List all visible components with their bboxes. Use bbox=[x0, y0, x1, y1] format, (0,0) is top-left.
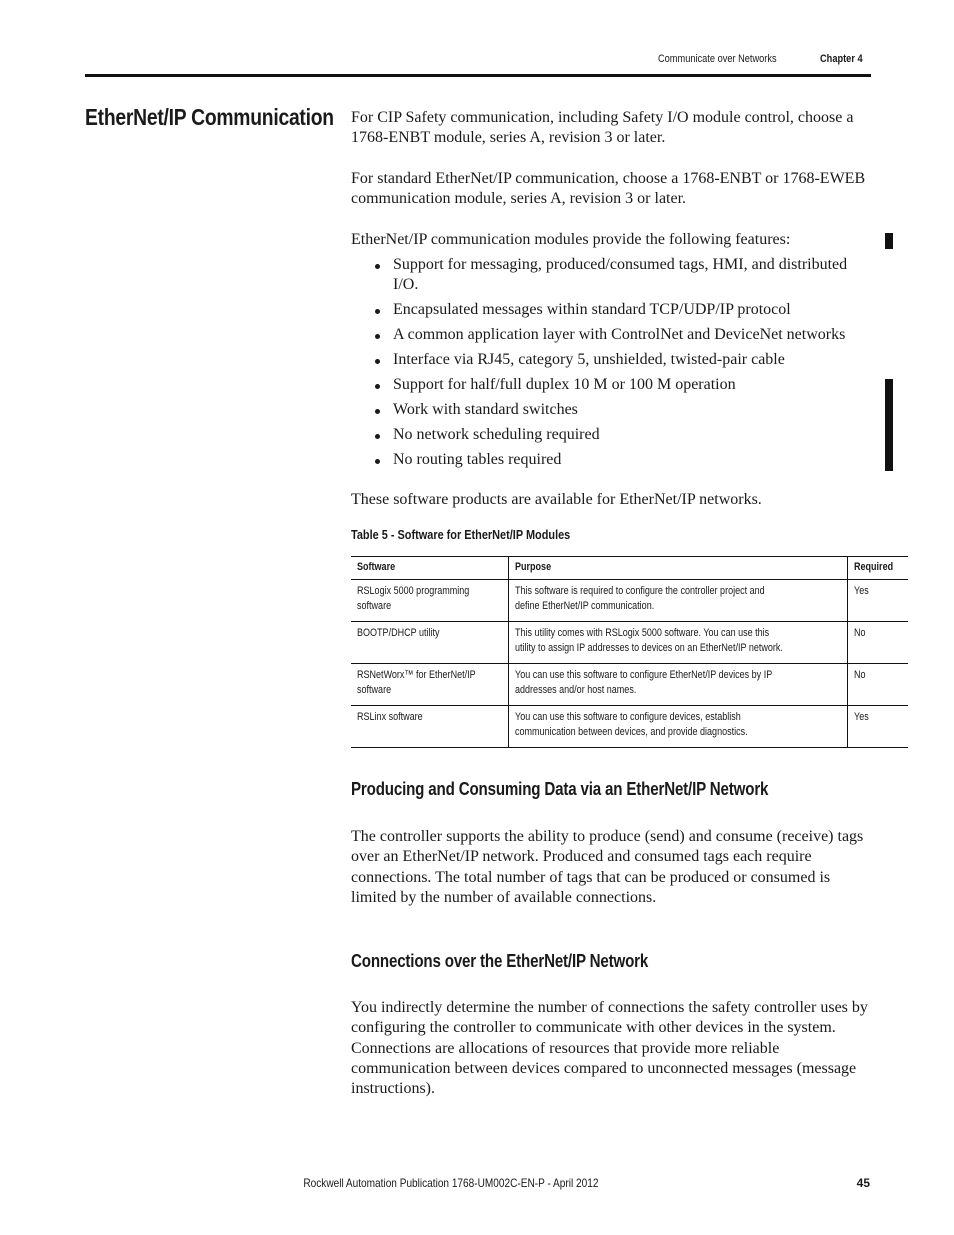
section-heading-text: Producing and Consuming Data via an EtherNet/IP Network bbox=[351, 779, 769, 799]
page-header bbox=[658, 53, 871, 65]
change-bar bbox=[885, 379, 893, 471]
cell-purpose: You can use this software to configure EtherNet/IP devices by IP addresses and/or host names. bbox=[508, 664, 848, 706]
list-item: Encapsulated messages within standard TCP/UDP/IP protocol bbox=[373, 300, 868, 320]
cell-purpose: This utility comes with RSLogix 5000 software. You can use this utility to assign IP addresses to devices on an EtherNet/IP network. bbox=[508, 622, 848, 664]
cell-software: BOOTP/DHCP utility bbox=[351, 622, 508, 664]
page-title-text: EtherNet/IP Communication bbox=[85, 104, 334, 130]
list-item: Interface via RJ45, category 5, unshielded, twisted-pair cable bbox=[373, 350, 868, 370]
cell-software: RSLinx software bbox=[351, 706, 508, 748]
table-row bbox=[351, 664, 908, 706]
header-rule bbox=[85, 74, 871, 77]
table-row bbox=[351, 706, 908, 748]
list-item: Work with standard switches bbox=[373, 400, 868, 420]
section-heading-producing-consuming bbox=[351, 779, 848, 800]
cell-required: No bbox=[848, 664, 908, 706]
paragraph-features-intro: EtherNet/IP communication modules provide the following features: bbox=[351, 231, 791, 248]
cell-purpose: You can use this software to configure devices, establish communication between devices, and provide diagnostics. bbox=[508, 706, 848, 748]
paragraph-cip-safety: For CIP Safety communication, including Safety I/O module control, choose a 1768-ENBT module, series A, revision 3 or later. bbox=[351, 109, 854, 147]
table-header-row bbox=[351, 557, 908, 580]
cell-required: No bbox=[848, 622, 908, 664]
footer-publication: Rockwell Automation Publication 1768-UM002C-EN-P - April 2012 bbox=[303, 1176, 599, 1190]
column-header-required: Required bbox=[848, 557, 908, 580]
table-row bbox=[351, 580, 908, 622]
cell-purpose: This software is required to configure the controller project and define EtherNet/IP communication. bbox=[508, 580, 848, 622]
paragraph-connections: You indirectly determine the number of connections the safety controller uses by configuring the controller to communicate with other devices in the system. Connections are allocations of resources that provide more reliable communication between devices compared to unconnected messages (message instructions). bbox=[351, 999, 868, 1098]
feature-list bbox=[373, 255, 868, 475]
column-header-purpose: Purpose bbox=[508, 557, 848, 580]
list-item: A common application layer with ControlNet and DeviceNet networks bbox=[373, 325, 868, 345]
paragraph-standard-ethernet: For standard EtherNet/IP communication, choose a 1768-ENBT or 1768-EWEB communication module, series A, revision 3 or later. bbox=[351, 170, 866, 208]
cell-software: RSLogix 5000 programming software bbox=[351, 580, 508, 622]
list-item: No routing tables required bbox=[373, 450, 868, 470]
table-caption bbox=[351, 527, 612, 542]
header-section: Communicate over Networks bbox=[657, 53, 777, 65]
list-item: No network scheduling required bbox=[373, 425, 868, 445]
section-heading-connections bbox=[351, 951, 705, 972]
paragraph-software-intro: These software products are available for EtherNet/IP networks. bbox=[351, 491, 762, 508]
table-caption-text: Table 5 - Software for EtherNet/IP Modules bbox=[351, 527, 571, 542]
cell-required: Yes bbox=[848, 580, 908, 622]
change-bar bbox=[885, 233, 893, 249]
list-item: Support for half/full duplex 10 M or 100 M operation bbox=[373, 375, 868, 395]
table-row bbox=[351, 622, 908, 664]
software-table bbox=[351, 556, 908, 748]
list-item: Support for messaging, produced/consumed tags, HMI, and distributed I/O. bbox=[373, 255, 868, 295]
cell-software: RSNetWorx™ for EtherNet/IP software bbox=[351, 664, 508, 706]
section-heading-text: Connections over the EtherNet/IP Network bbox=[351, 951, 649, 971]
page-number: 45 bbox=[856, 1176, 870, 1190]
column-header-software: Software bbox=[351, 557, 508, 580]
paragraph-producing-consuming: The controller supports the ability to produce (send) and consume (receive) tags over an EtherNet/IP network. Produced and consumed tags each require connections. The total number of tags that can be produced or consumed is limited by the number of available connections. bbox=[351, 828, 864, 906]
header-chapter: Chapter 4 bbox=[820, 53, 863, 65]
page-title bbox=[85, 104, 381, 131]
cell-required: Yes bbox=[848, 706, 908, 748]
